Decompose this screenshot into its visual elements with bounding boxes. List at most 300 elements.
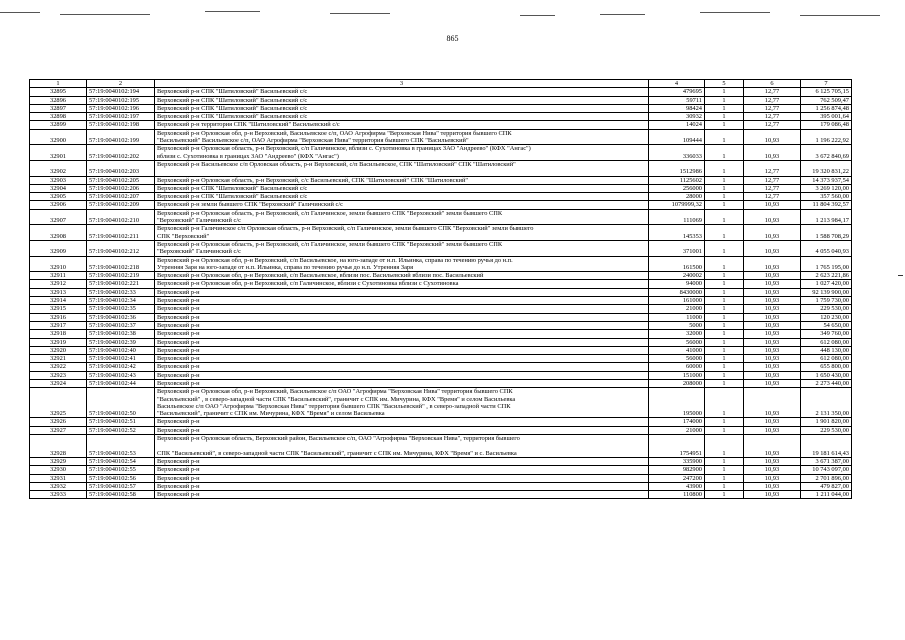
area-cell: 161500: [649, 256, 705, 272]
row-number-cell: 32906: [30, 201, 87, 209]
value-cell: 19 320 831,22: [801, 160, 852, 176]
quantity-cell: 1: [705, 280, 744, 288]
cadastral-number-cell: 57:19:0040102:205: [87, 176, 155, 184]
table-row: [30, 288, 852, 296]
cadastral-number-cell: 57:19:0040102:219: [87, 272, 155, 280]
location-line: Верховский р-н: [157, 346, 200, 354]
register-table: [29, 79, 852, 499]
quantity-cell: 1: [705, 355, 744, 363]
quantity-cell: 1: [705, 209, 744, 225]
location-line: Верховский р-н: [157, 297, 200, 305]
rate-cell: 10,93: [744, 426, 801, 434]
quantity-cell: 1: [705, 313, 744, 321]
value-cell: 3 672 840,69: [801, 145, 852, 161]
quantity-cell: 1: [705, 113, 744, 121]
value-cell: 4 055 040,93: [801, 240, 852, 256]
row-number-cell: 32904: [30, 184, 87, 192]
row-number-cell: 32909: [30, 240, 87, 256]
rate-cell: 10,93: [744, 371, 801, 379]
location-cell: [155, 160, 649, 176]
rate-cell: 12,77: [744, 184, 801, 192]
row-number-cell: 32911: [30, 272, 87, 280]
table-row: [30, 388, 852, 418]
value-cell: 1 588 708,29: [801, 225, 852, 241]
location-line: Верховский р-н СПК "Шатиловский" Васильевский с/с: [157, 88, 308, 96]
rate-cell: 10,93: [744, 272, 801, 280]
value-cell: 1 901 820,00: [801, 418, 852, 426]
location-cell: [155, 280, 649, 288]
quantity-cell: 1: [705, 96, 744, 104]
row-number-cell: 32914: [30, 297, 87, 305]
cadastral-number-cell: 57:19:0040102:57: [87, 482, 155, 490]
rate-cell: 10,93: [744, 466, 801, 474]
quantity-cell: 1: [705, 482, 744, 490]
location-cell: [155, 321, 649, 329]
cadastral-number-cell: 57:19:0040102:199: [87, 129, 155, 145]
value-cell: 655 800,00: [801, 363, 852, 371]
area-cell: 174000: [649, 418, 705, 426]
location-cell: [155, 96, 649, 104]
table-row: [30, 225, 852, 241]
location-line: Верховский р-н СПК "Шатиловский" Васильевский с/с: [157, 184, 308, 192]
cadastral-number-cell: 57:19:0040102:209: [87, 201, 155, 209]
location-cell: [155, 418, 649, 426]
row-number-cell: 32923: [30, 371, 87, 379]
location-line: Верховский р-н Орловская область, р-н Верховский, с/с Васильевский, СПК "Шатиловский" СПК "Шатиловский": [157, 176, 468, 184]
location-cell: [155, 121, 649, 129]
rate-cell: 10,93: [744, 435, 801, 458]
location-cell: [155, 379, 649, 387]
area-cell: 145353: [649, 225, 705, 241]
value-cell: 612 080,00: [801, 338, 852, 346]
location-line: СПК "Васильевский", в северо-западной части СПК "Васильевский", граничит с СПК им. Мичурина, КФХ "Время" и с. Васильевка: [157, 449, 517, 457]
location-line: Верховский р-н Орловская обл, р-н Верховский, Васильевское с/п, ОАО Агрофирма "Верховская Нива" территория бывшего СПК: [157, 129, 512, 137]
area-cell: 335900: [649, 457, 705, 465]
location-line: Верховский р-н: [157, 321, 200, 329]
row-number-cell: 32924: [30, 379, 87, 387]
table-row: [30, 355, 852, 363]
rate-cell: 10,93: [744, 379, 801, 387]
cadastral-number-cell: 57:19:0040102:196: [87, 104, 155, 112]
table-row: [30, 474, 852, 482]
location-line: Верховский р-н Орловская обл, р-н Верховский, с/п Васильевское, на юго-западе от н.п. Ильинка, справа по течению ручья до н.п.: [157, 256, 513, 264]
quantity-cell: 1: [705, 371, 744, 379]
location-cell: [155, 193, 649, 201]
value-cell: 92 139 900,00: [801, 288, 852, 296]
table-row: [30, 104, 852, 112]
table-row: [30, 371, 852, 379]
row-number-cell: 32905: [30, 193, 87, 201]
table-row: [30, 466, 852, 474]
area-cell: 32000: [649, 330, 705, 338]
rate-cell: 12,77: [744, 176, 801, 184]
rate-cell: 10,93: [744, 209, 801, 225]
row-number-cell: 32929: [30, 457, 87, 465]
table-row: [30, 482, 852, 490]
cadastral-number-cell: 57:19:0040102:52: [87, 426, 155, 434]
cadastral-number-cell: 57:19:0040102:210: [87, 209, 155, 225]
value-cell: 395 001,64: [801, 113, 852, 121]
area-cell: 11000: [649, 313, 705, 321]
value-cell: 3 269 120,00: [801, 184, 852, 192]
cadastral-number-cell: 57:19:0040102:203: [87, 160, 155, 176]
value-cell: 11 804 392,57: [801, 201, 852, 209]
table-row: [30, 88, 852, 96]
area-cell: 56000: [649, 355, 705, 363]
row-number-cell: 32913: [30, 288, 87, 296]
location-cell: [155, 371, 649, 379]
location-cell: [155, 145, 649, 161]
value-cell: 10 743 097,00: [801, 466, 852, 474]
value-cell: 357 560,00: [801, 193, 852, 201]
table-row: [30, 435, 852, 458]
table-row: [30, 193, 852, 201]
header-cell-6: 6: [744, 80, 801, 88]
rate-cell: 10,93: [744, 355, 801, 363]
location-line: Верховский р-н: [157, 355, 200, 363]
quantity-cell: 1: [705, 240, 744, 256]
location-cell: [155, 209, 649, 225]
quantity-cell: 1: [705, 321, 744, 329]
cadastral-number-cell: 57:19:0040102:218: [87, 256, 155, 272]
value-cell: 6 125 705,15: [801, 88, 852, 96]
location-cell: [155, 435, 649, 458]
table-row: [30, 272, 852, 280]
location-line: СПК "Верховский": [157, 232, 210, 240]
quantity-cell: 1: [705, 305, 744, 313]
location-line: [157, 442, 646, 449]
value-cell: 1 650 430,00: [801, 371, 852, 379]
cadastral-number-cell: 57:19:0040102:34: [87, 297, 155, 305]
location-cell: [155, 482, 649, 490]
quantity-cell: 1: [705, 474, 744, 482]
area-cell: 5000: [649, 321, 705, 329]
location-line: Верховский р-н Орловская обл, р-н Верховский, с/п Васильевское, вблизи пос. Васильевский вблизи пос. Васильевский: [157, 272, 484, 280]
rate-cell: 10,93: [744, 305, 801, 313]
header-cell-4: 4: [649, 80, 705, 88]
area-cell: 59711: [649, 96, 705, 104]
location-line: Верховский р-н: [157, 426, 200, 434]
location-line: "Васильевский" , в северо-западной части СПК "Васильевский", граничит с СПК им. Мичурина, КФХ "Время" и селом Васильевка: [157, 395, 516, 403]
quantity-cell: 1: [705, 379, 744, 387]
location-line: Верховский р-н: [157, 491, 200, 499]
header-cell-1: 1: [30, 80, 87, 88]
rate-cell: 12,77: [744, 193, 801, 201]
location-line: Утренняя Заря на юго-западе от н.п. Ильинка, справа по течению ручья до н.п. Утренняя Заря: [157, 263, 414, 271]
row-number-cell: 32898: [30, 113, 87, 121]
rate-cell: 10,93: [744, 346, 801, 354]
rate-cell: 12,77: [744, 96, 801, 104]
quantity-cell: 1: [705, 160, 744, 176]
area-cell: 1079999,32: [649, 201, 705, 209]
location-cell: [155, 466, 649, 474]
cadastral-number-cell: 57:19:0040102:58: [87, 491, 155, 499]
table-row: [30, 321, 852, 329]
table-row: [30, 280, 852, 288]
row-number-cell: 32931: [30, 474, 87, 482]
location-cell: [155, 457, 649, 465]
table-row: [30, 113, 852, 121]
quantity-cell: 1: [705, 176, 744, 184]
location-line: Верховский р-н: [157, 305, 200, 313]
location-line: Верховский р-н территория СПК "Шатиловский" Васильевский с/с: [157, 121, 340, 129]
location-cell: [155, 104, 649, 112]
cadastral-number-cell: 57:19:0040102:36: [87, 313, 155, 321]
location-line: Верховский р-н СПК "Шатиловский" Васильевский с/с: [157, 96, 308, 104]
location-cell: [155, 426, 649, 434]
location-cell: [155, 272, 649, 280]
location-line: вблизи с. Сухотиновка в границах ЗАО "Андреево" (КФХ "Ангас"): [157, 152, 339, 160]
cadastral-number-cell: 57:19:0040102:44: [87, 379, 155, 387]
quantity-cell: 1: [705, 418, 744, 426]
location-line: Верховский р-н: [157, 371, 200, 379]
area-cell: 43900: [649, 482, 705, 490]
rate-cell: 10,93: [744, 474, 801, 482]
table-row: [30, 363, 852, 371]
value-cell: 762 509,47: [801, 96, 852, 104]
row-number-cell: 32921: [30, 355, 87, 363]
value-cell: 2 701 896,00: [801, 474, 852, 482]
row-number-cell: 32927: [30, 426, 87, 434]
quantity-cell: 1: [705, 256, 744, 272]
scan-artifact-strip: [0, 10, 905, 18]
row-number-cell: 32918: [30, 330, 87, 338]
value-cell: 229 530,00: [801, 305, 852, 313]
cadastral-number-cell: 57:19:0040102:43: [87, 371, 155, 379]
rate-cell: 10,93: [744, 491, 801, 499]
value-cell: 1 211 044,00: [801, 491, 852, 499]
rate-cell: 10,93: [744, 280, 801, 288]
area-cell: 110800: [649, 491, 705, 499]
quantity-cell: 1: [705, 193, 744, 201]
rate-cell: 12,77: [744, 88, 801, 96]
rate-cell: 10,93: [744, 482, 801, 490]
location-line: Верховский р-н: [157, 313, 200, 321]
row-number-cell: 32903: [30, 176, 87, 184]
location-cell: [155, 297, 649, 305]
area-cell: 240002: [649, 272, 705, 280]
row-number-cell: 32900: [30, 129, 87, 145]
rate-cell: 10,93: [744, 129, 801, 145]
area-cell: 336033: [649, 145, 705, 161]
row-number-cell: 32926: [30, 418, 87, 426]
table-row: [30, 201, 852, 209]
location-cell: [155, 313, 649, 321]
row-number-cell: 32922: [30, 363, 87, 371]
cadastral-number-cell: 57:19:0040102:198: [87, 121, 155, 129]
table-row: [30, 160, 852, 176]
row-number-cell: 32901: [30, 145, 87, 161]
rate-cell: 10,93: [744, 240, 801, 256]
location-line: Верховский р-н СПК "Шатиловский" Васильевский с/с: [157, 104, 308, 112]
row-number-cell: 32930: [30, 466, 87, 474]
area-cell: 151000: [649, 371, 705, 379]
table-row: [30, 426, 852, 434]
row-number-cell: 32908: [30, 225, 87, 241]
area-cell: 41000: [649, 346, 705, 354]
location-cell: [155, 113, 649, 121]
location-cell: [155, 305, 649, 313]
location-cell: [155, 201, 649, 209]
rate-cell: 10,93: [744, 225, 801, 241]
value-cell: 179 086,48: [801, 121, 852, 129]
cadastral-number-cell: 57:19:0040102:33: [87, 288, 155, 296]
rate-cell: 10,93: [744, 256, 801, 272]
table-row: [30, 346, 852, 354]
location-line: "Васильевский", граничит с СПК им. Мичурина, КФХ "Время" и селом Васильевка: [157, 410, 385, 418]
cadastral-number-cell: 57:19:0040102:41: [87, 355, 155, 363]
location-line: Верховский р-н: [157, 338, 200, 346]
row-number-cell: 32917: [30, 321, 87, 329]
rate-cell: 10,93: [744, 321, 801, 329]
value-cell: 2 131 350,00: [801, 388, 852, 418]
row-number-cell: 32933: [30, 491, 87, 499]
quantity-cell: 1: [705, 129, 744, 145]
location-line: Верховский р-н Орловская область, р-н Верховский, с/п Галичинское, земли бывшего СПК "Верховский" земли бывшего СПК: [157, 209, 503, 217]
location-cell: [155, 176, 649, 184]
quantity-cell: 1: [705, 121, 744, 129]
rate-cell: 10,93: [744, 330, 801, 338]
value-cell: 14 373 937,54: [801, 176, 852, 184]
location-cell: [155, 88, 649, 96]
location-line: Верховский р-н СПК "Шатиловский" Васильевский с/с: [157, 193, 308, 201]
area-cell: 247200: [649, 474, 705, 482]
row-number-cell: 32920: [30, 346, 87, 354]
area-cell: 21000: [649, 426, 705, 434]
area-cell: 111069: [649, 209, 705, 225]
row-number-cell: 32897: [30, 104, 87, 112]
location-cell: [155, 129, 649, 145]
location-line: Верховский р-н Орловская область, р-н Верховский, с/п Галичинское, земли бывшего СПК "Верховский" земли бывшего СПК: [157, 240, 503, 248]
value-cell: 1 765 195,00: [801, 256, 852, 272]
area-cell: 1125602: [649, 176, 705, 184]
row-number-cell: 32899: [30, 121, 87, 129]
page-number: 865: [446, 34, 459, 43]
rate-cell: 10,93: [744, 338, 801, 346]
rate-cell: 10,93: [744, 288, 801, 296]
cadastral-number-cell: 57:19:0040102:38: [87, 330, 155, 338]
value-cell: 120 230,00: [801, 313, 852, 321]
area-cell: 256000: [649, 184, 705, 192]
table-row: [30, 145, 852, 161]
value-cell: 229 530,00: [801, 426, 852, 434]
location-line: Верховский р-н Орловская область, Верховский район, Васильевское с/п, ОАО "Агрофирма "Верховская Нива", территория бывшего: [157, 435, 520, 443]
location-line: Верховский р-н: [157, 474, 200, 482]
location-cell: [155, 388, 649, 418]
cadastral-number-cell: 57:19:0040102:50: [87, 388, 155, 418]
rate-cell: 12,77: [744, 104, 801, 112]
header-row: [30, 80, 852, 88]
rate-cell: 10,93: [744, 145, 801, 161]
row-number-cell: 32902: [30, 160, 87, 176]
header-cell-5: 5: [705, 80, 744, 88]
table-row: [30, 457, 852, 465]
area-cell: 1754951: [649, 435, 705, 458]
location-line: Верховский р-н Орловская обл, р-н Верховский, с/п Галичинское, вблизи с Сухотиновка вблизи с Сухотиновка: [157, 280, 459, 288]
rate-cell: 10,93: [744, 297, 801, 305]
cadastral-number-cell: 57:19:0040102:35: [87, 305, 155, 313]
cadastral-number-cell: 57:19:0040102:206: [87, 184, 155, 192]
quantity-cell: 1: [705, 388, 744, 418]
rate-cell: 12,77: [744, 121, 801, 129]
location-line: Верховский р-н Орловская область, р-н Верховский, с/п Галичинское, вблизи с. Сухотиновка в границах ЗАО "Андреево" (КФХ "Ангас"): [157, 145, 531, 153]
location-line: Верховский р-н: [157, 482, 200, 490]
quantity-cell: 1: [705, 330, 744, 338]
location-line: [157, 168, 646, 175]
value-cell: 3 671 387,00: [801, 457, 852, 465]
cadastral-number-cell: 57:19:0040102:212: [87, 240, 155, 256]
quantity-cell: 1: [705, 225, 744, 241]
location-cell: [155, 184, 649, 192]
cadastral-number-cell: 57:19:0040102:211: [87, 225, 155, 241]
quantity-cell: 1: [705, 363, 744, 371]
row-number-cell: 32910: [30, 256, 87, 272]
cadastral-number-cell: 57:19:0040102:221: [87, 280, 155, 288]
quantity-cell: 1: [705, 88, 744, 96]
area-cell: 94000: [649, 280, 705, 288]
value-cell: 19 181 614,43: [801, 435, 852, 458]
value-cell: 1 256 874,48: [801, 104, 852, 112]
location-line: Верховский р-н Галичинское с/п Орловская область, р-н Верховский, с/п Галичинское, земли бывшего СПК "Верховский" земли бывшего: [157, 225, 534, 233]
table-row: [30, 121, 852, 129]
area-cell: 208000: [649, 379, 705, 387]
cadastral-number-cell: 57:19:0040102:54: [87, 457, 155, 465]
location-line: Верховский р-н Орловская обл, р-н Верховский, Васильевское с/п ОАО "Агрофирма "Верховская Нива" территория бывшего СПК: [157, 388, 513, 396]
table-row: [30, 176, 852, 184]
area-cell: 109444: [649, 129, 705, 145]
value-cell: 2 623 221,86: [801, 272, 852, 280]
quantity-cell: 1: [705, 272, 744, 280]
quantity-cell: 1: [705, 145, 744, 161]
cadastral-number-cell: 57:19:0040102:53: [87, 435, 155, 458]
table-row: [30, 313, 852, 321]
cadastral-number-cell: 57:19:0040102:202: [87, 145, 155, 161]
location-line: Верховский р-н: [157, 379, 200, 387]
value-cell: 2 273 440,00: [801, 379, 852, 387]
cadastral-number-cell: 57:19:0040102:39: [87, 338, 155, 346]
quantity-cell: 1: [705, 104, 744, 112]
table-row: [30, 256, 852, 272]
table-row: [30, 96, 852, 104]
location-cell: [155, 491, 649, 499]
table-row: [30, 129, 852, 145]
location-line: Верховский р-н: [157, 418, 200, 426]
row-number-cell: 32932: [30, 482, 87, 490]
value-cell: 54 650,00: [801, 321, 852, 329]
area-cell: 1512986: [649, 160, 705, 176]
location-cell: [155, 363, 649, 371]
location-line: Васильевское с/п ОАО "Агрофирма "Верховская Нива" территория бывшего СПК "Васильевский" , в северо-западной части СПК: [157, 402, 511, 410]
area-cell: 60000: [649, 363, 705, 371]
location-line: Верховский р-н Васильевское с/п Орловская область, р-н Верховский, с/п Васильевское, СПК "Шатиловский" СПК "Шатиловский": [157, 160, 516, 168]
location-line: Верховский р-н СПК "Шатиловский" Васильевский с/с: [157, 113, 308, 121]
location-line: "Верховский" Галичинский с/с: [157, 248, 241, 256]
area-cell: 30932: [649, 113, 705, 121]
location-cell: [155, 474, 649, 482]
table-row: [30, 418, 852, 426]
cadastral-number-cell: 57:19:0040102:40: [87, 346, 155, 354]
quantity-cell: 1: [705, 201, 744, 209]
quantity-cell: 1: [705, 346, 744, 354]
quantity-cell: 1: [705, 457, 744, 465]
quantity-cell: 1: [705, 466, 744, 474]
area-cell: 56000: [649, 338, 705, 346]
header-cell-7: 7: [801, 80, 852, 88]
location-cell: [155, 330, 649, 338]
header-cell-3: 3: [155, 80, 649, 88]
location-cell: [155, 338, 649, 346]
area-cell: 98424: [649, 104, 705, 112]
